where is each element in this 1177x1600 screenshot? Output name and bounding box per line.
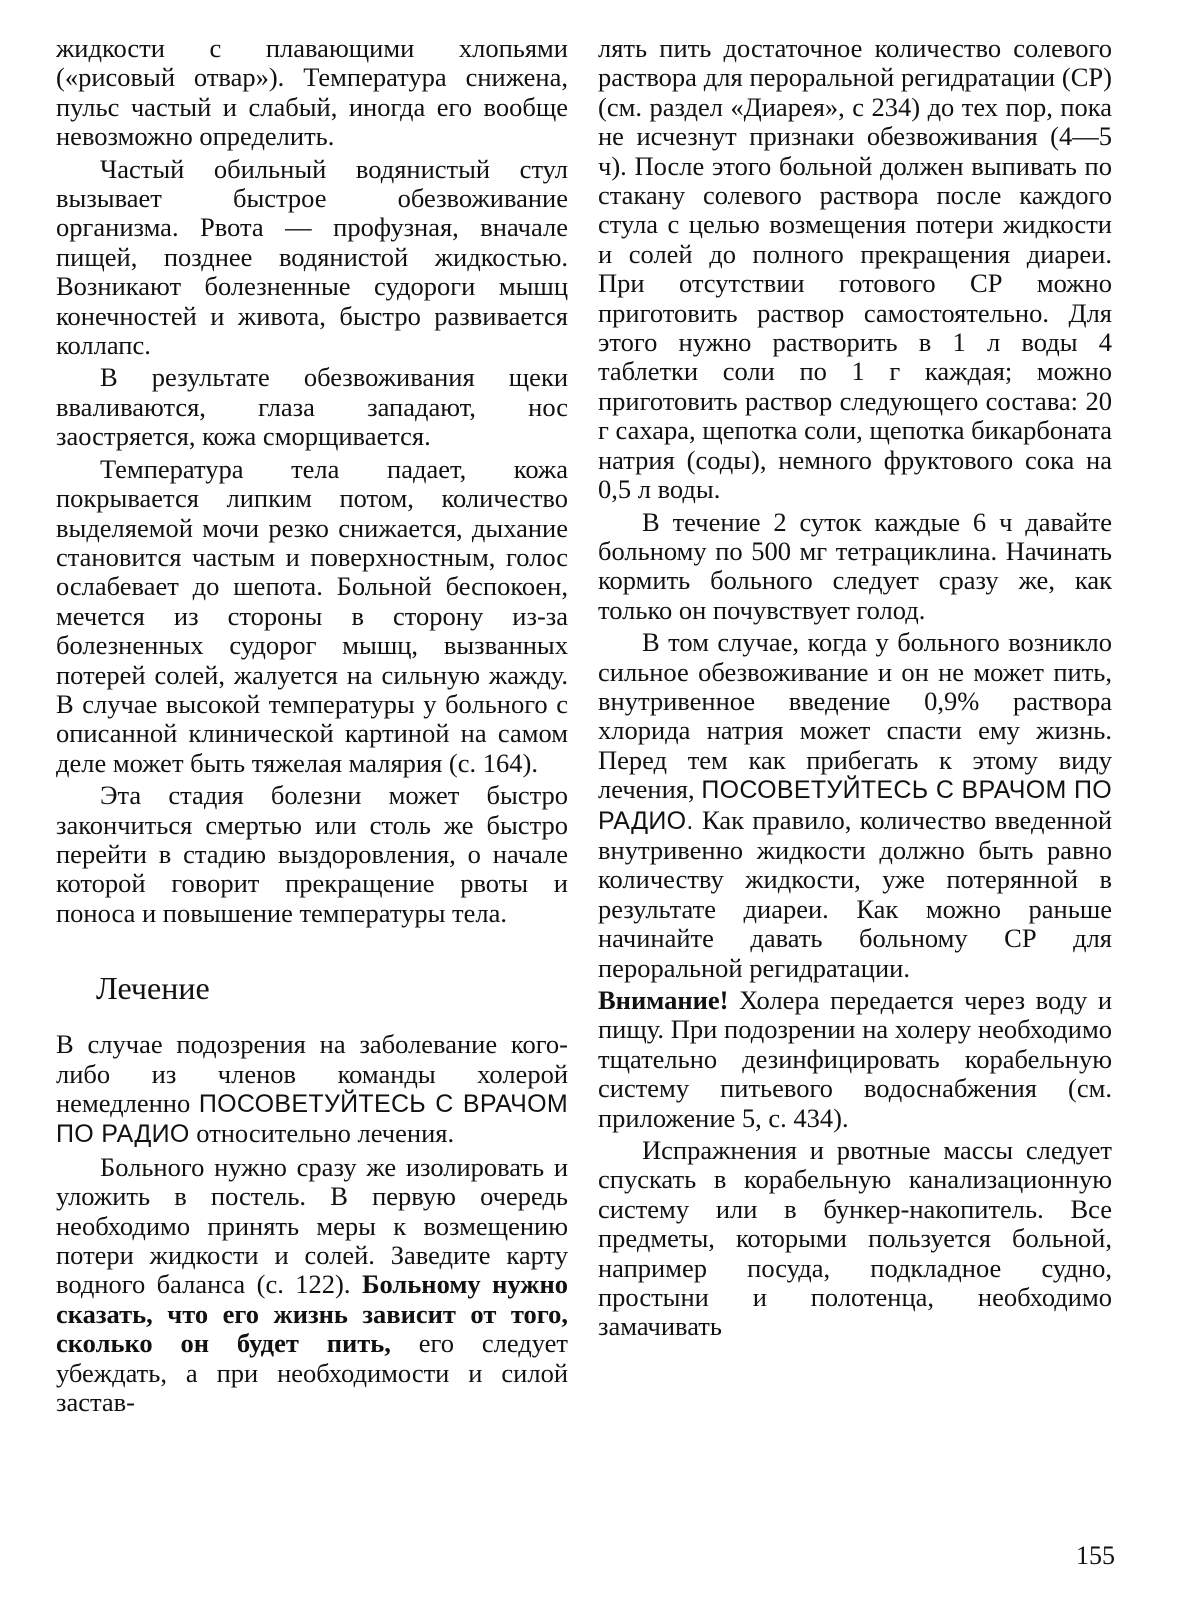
radio-advice-caps: ПОСОВЕТУЙТЕСЬ С ВРАЧОМ ПО РАДИО — [56, 1090, 569, 1149]
paragraph: лять пить достаточное количество солевого раствора для пероральной регидратации (СР) (см. раздел «Диарея», с 234) до тех пор, пока не исчезнут признаки обезвоживания (4—5 ч). После этого больной должен выпивать по стакану солевого раствора после каждого стула с целью возмещения потери жидкости и солей до полного прекращения диареи. При отсутствии готового СР можно приготовить раствор самостоятельно. Для этого нужно растворить в 1 л воды 4 таблетки соли по 1 г каждая; можно приготовить раствор следующего состава: 20 г сахара, щепотка соли, щепотка бикарбоната натрия (соды), немного фруктового сока на 0,5 л воды. — [598, 33, 1112, 505]
paragraph: В течение 2 суток каждые 6 ч давайте больному по 500 мг тетрациклина. Начинать кормить больного следует сразу же, как только он почувствует голод. — [598, 506, 1112, 625]
page-number: 155 — [1076, 1541, 1115, 1570]
left-column — [56, 34, 568, 1417]
paragraph — [598, 628, 1112, 983]
paragraph-text: Больного нужно сразу же изолировать и уложить в постель. В первую очередь необходимо принять меры к возмещению потери жидкости и солей. Заведите карту водного баланса (с. 122). — [56, 1151, 568, 1300]
paragraph: В результате обезвоживания щеки вваливаются, глаза западают, нос заостряется, кожа сморщивается. — [56, 362, 568, 452]
paragraph: Эта стадия болезни может быстро закончиться смертью или столь же быстро перейти в стадию выздоровления, о начале которой говорит прекращение рвоты и поноса и повышение температуры тела. — [56, 780, 568, 928]
paragraph-text: Холера передается через воду и пищу. При подозрении на холеру необходимо тщательно дезинфицировать корабельную систему питьевого водоснабжения (см. приложение 5, с. 434). — [598, 985, 1113, 1133]
section-heading: Лечение — [96, 970, 210, 1007]
paragraph — [56, 1030, 568, 1150]
paragraph-text: В том случае, когда у больного возникло сильное обезвоживание и он не может пить, внутривенное введение 0,9% раствора хлорида натрия может спасти ему жизнь. Перед тем как прибегать к этому виду лечения, — [598, 627, 1112, 805]
right-column — [598, 34, 1112, 1342]
paragraph-text: его следует убеждать, а при необходимости и силой застав- — [56, 1328, 568, 1418]
paragraph-text: Как правило, количество введенной внутривенно жидкости должно быть равно количеству жидкости, уже потерянной в результате диареи. Как можно раньше начинайте давать больному СР для пероральной регидратации. — [598, 804, 1113, 983]
paragraph: жидкости с плавающими хлопьями («рисовый отвар»). Температура снижена, пульс частый и слабый, иногда его вообще невозможно определить. — [56, 33, 568, 152]
paragraph — [56, 1153, 568, 1418]
paragraph — [598, 986, 1112, 1133]
warning-label: Внимание! — [598, 985, 729, 1015]
paragraph: Температура тела падает, кожа покрывается липким потом, количество выделяемой мочи резко снижается, дыхание становится частым и поверхностным, голос ослабевает до шепота. Больной беспокоен, мечется из стороны в сторону из-за болезненных судорог мышц, вызванных потерей солей, жалуется на сильную жажду. В случае высокой температуры у больного с описанной клинической картиной на самом деле может быть тяжелая малярия (с. 164). — [56, 453, 568, 778]
emphasis-text: Больному нужно сказать, что его жизнь зависит от того, сколько он будет пить, — [56, 1269, 568, 1359]
paragraph: Испражнения и рвотные массы следует спускать в корабельную канализационную систему или в бункер-накопитель. Все предметы, которыми пользуется больной, например посуда, подкладное судно, простыни и полотенца, необходимо замачивать — [598, 1135, 1112, 1342]
paragraph-text: относительно лечения. — [196, 1118, 455, 1149]
paragraph: Частый обильный водянистый стул вызывает быстрое обезвоживание организма. Рвота — профузная, вначале пищей, позднее водянистой жидкостью. Возникают болезненные судороги мышц конечностей и живота, быстро развивается коллапс. — [56, 153, 568, 361]
paragraph-text: В случае подозрения на заболевание кого-либо из членов команды холерой немедленно — [56, 1029, 568, 1118]
radio-advice-caps: ПОСОВЕТУЙТЕСЬ С ВРАЧОМ ПО РАДИО. — [598, 776, 1113, 835]
